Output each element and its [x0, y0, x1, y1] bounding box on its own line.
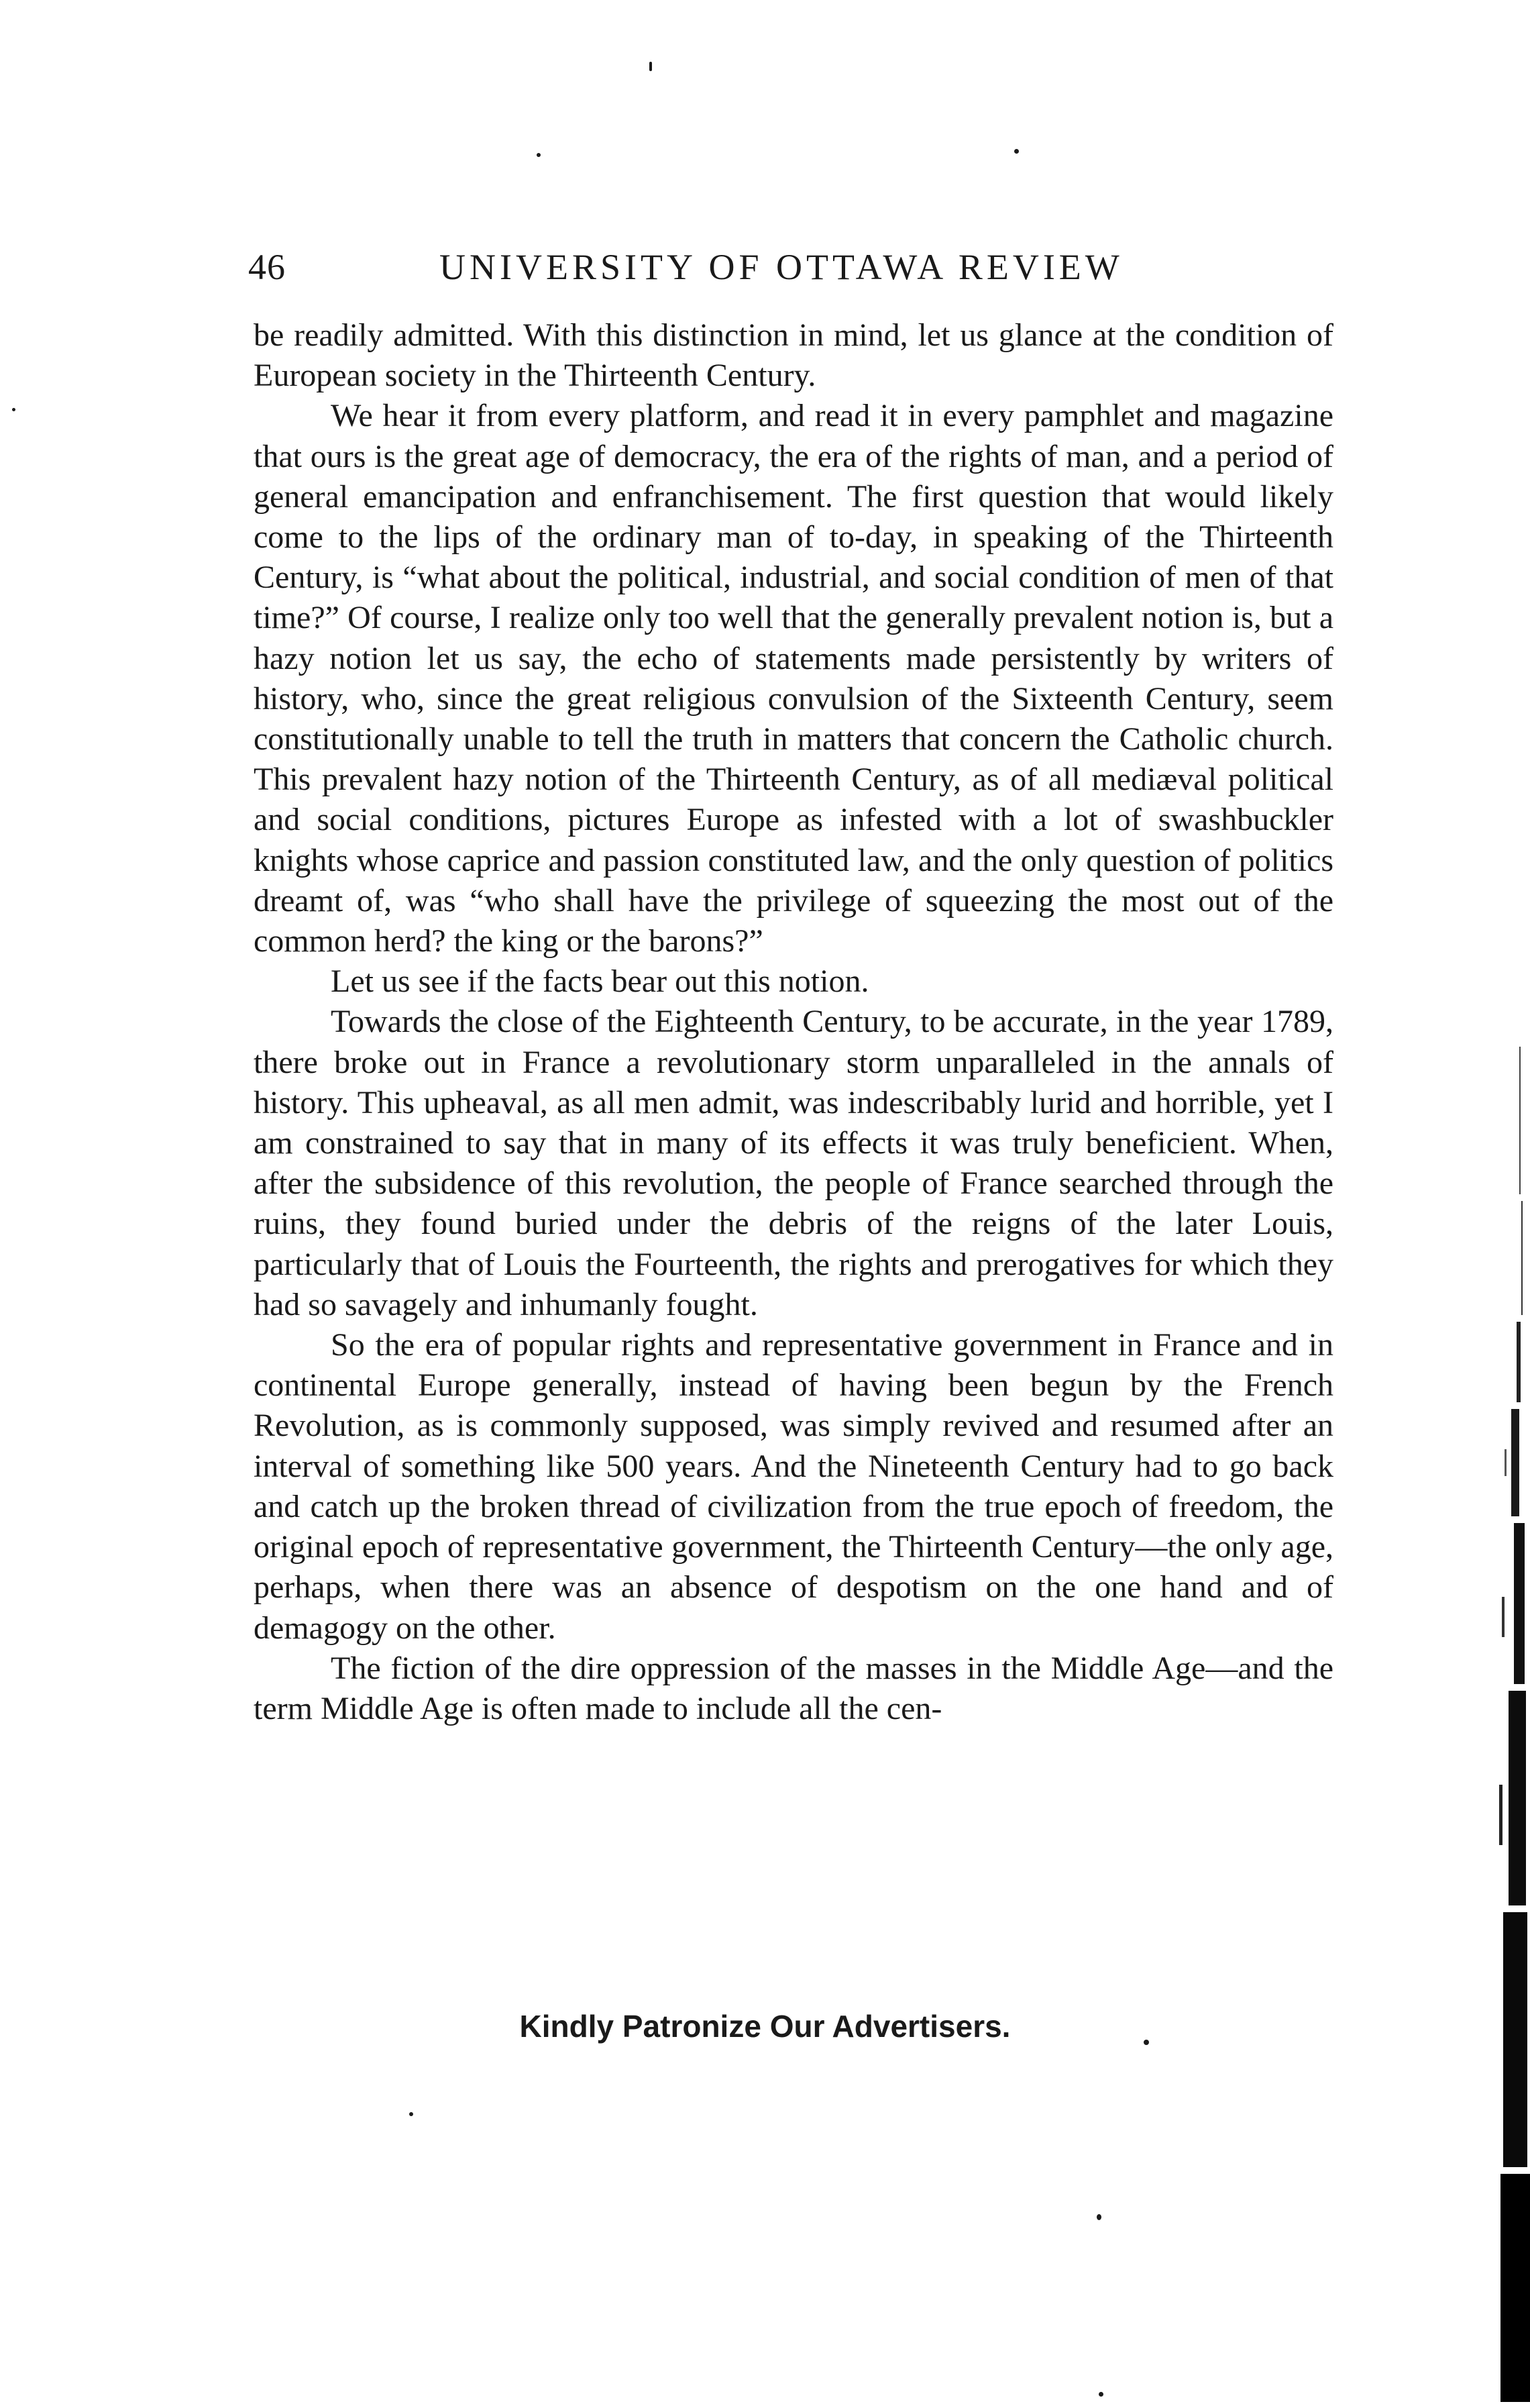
scan-speck [1097, 2214, 1101, 2220]
paragraph: be readily admitted. With this distinction in mind, let us glance at the condition of European society in the Thirteenth Century. [254, 317, 1333, 394]
journal-title: UNIVERSITY OF OTTAWA REVIEW [439, 247, 1124, 287]
paragraph: We hear it from every platform, and read it in every pamphlet and magazine that ours is the great age of democracy, the era of the rights of man, and a period of general emancipation and enfranchisement. The first question that would likely come to the lips of the ordinary man of to-day, in speaking of the Thirteenth Century, is “what about the political, industrial, and social condition of men of that time?” Of course, I realize only too well that the generally prevalent notion is, but a hazy notion let us say, the echo of statements made persistently by writers of history, who, since the great religious convulsion of the Sixteenth Century, seem constitutionally unable to tell the truth in matters that concern the Catholic church. This prevalent hazy notion of the Thirteenth Century, as of all mediæval political and social conditions, pictures Europe as infested with a lot of swashbuckler knights whose caprice and passion constituted law, and the only question of politics dreamt of, was “who shall have the privilege of squeezing the most out of the common herd? the king or the barons?” [254, 398, 1333, 959]
scan-speck [1099, 2392, 1103, 2397]
paragraph: Towards the close of the Eighteenth Century, to be accurate, in the year 1789, there broke out in France a revolutionary storm unparalleled in the annals of history. This upheaval, as all men admit, was indescribably lurid and horrible, yet I am constrained to say that in many of its effects it was truly beneficient. When, after the subsidence of this revolution, the people of France searched through the ruins, they found buried under the debris of the reigns of the later Louis, particularly that of Louis the Fourteenth, the rights and prerogatives for which they had so savagely and inhumanly fought. [254, 1004, 1333, 1322]
scan-speck [649, 62, 652, 71]
article-body [254, 315, 1333, 1729]
scan-speck [1144, 2040, 1149, 2045]
paragraph: So the era of popular rights and representative government in France and in continental Europe generally, instead of having been begun by the French Revolution, as is commonly supposed, was simply revived and resumed after an interval of something like 500 years. And the Nineteenth Century had to go back and catch up the broken thread of civilization from the true epoch of freedom, the original epoch of representative government, the Thirteenth Century—the only age, perhaps, when there was an absence of despotism on the one hand and of demagogy on the other. [254, 1327, 1333, 1646]
scan-speck [409, 2112, 413, 2116]
running-head [248, 240, 1335, 294]
advertiser-notice: Kindly Patronize Our Advertisers. [519, 2009, 1011, 2044]
page-number: 46 [248, 247, 286, 287]
scan-speck [537, 153, 541, 157]
paragraph: The fiction of the dire oppression of the masses in the Middle Age—and the term Middle Age is often made to include all the cen- [254, 1650, 1333, 1726]
scan-speck [12, 408, 15, 411]
page-binding-edge [1484, 1047, 1530, 2402]
scan-speck [1014, 149, 1019, 154]
paragraph: Let us see if the facts bear out this notion. [331, 963, 869, 1000]
